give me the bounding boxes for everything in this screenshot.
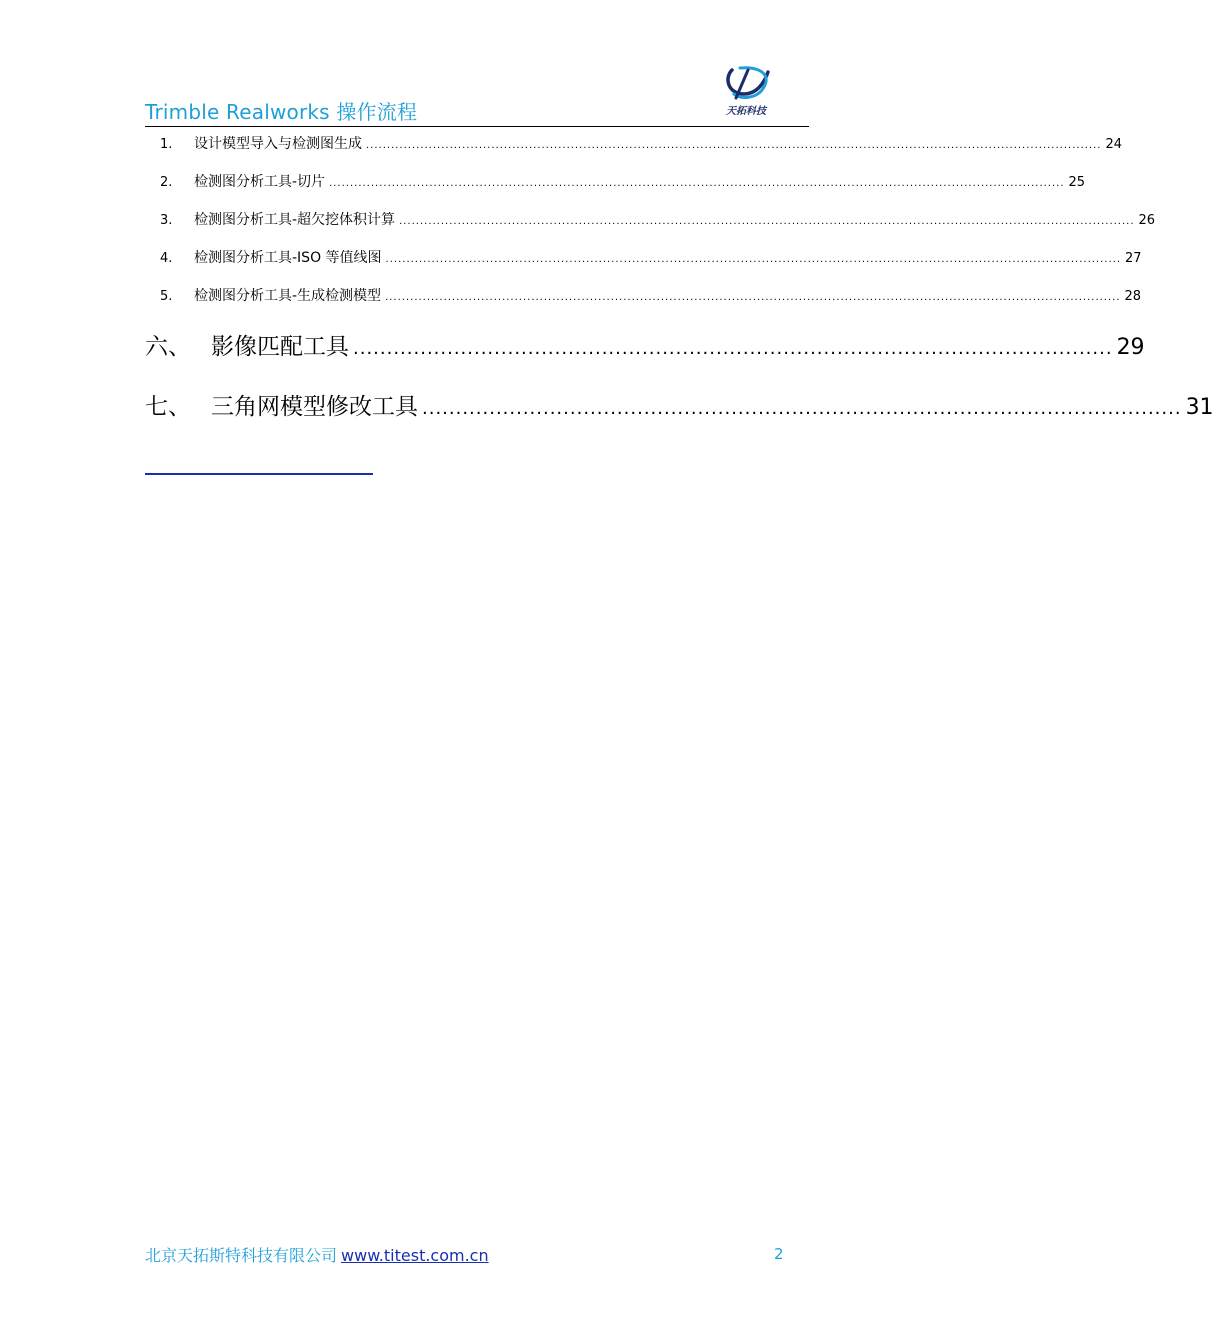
toc-section-title: 三角网模型修改工具 [211, 394, 418, 420]
toc-section-number: 六、 [145, 334, 191, 360]
company-logo [718, 64, 778, 118]
toc-section-title: 影像匹配工具 [211, 334, 349, 360]
toc-entry-page: 27 [1125, 251, 1142, 266]
footer-website-link[interactable]: www.titest.com.cn [341, 1246, 489, 1265]
toc-entry-page: 28 [1124, 289, 1142, 304]
toc-entry[interactable] [160, 209, 1156, 229]
section-divider [145, 473, 373, 475]
logo-text: 天拓科技 [726, 106, 766, 117]
toc-entry-page: 26 [1138, 213, 1156, 228]
toc-leader-dots: ................................................................................................................................................................................ [329, 178, 1065, 189]
toc-leader-dots: ................................................................................................................. [422, 398, 1182, 419]
toc-section-page: 31 [1185, 395, 1214, 420]
toc-entry-page: 25 [1068, 175, 1086, 190]
toc-entry-title: 检测图分析工具-生成检测模型 [194, 288, 382, 304]
toc-entry-title: 检测图分析工具-ISO 等值线图 [194, 250, 382, 266]
toc-entry[interactable] [160, 133, 1122, 153]
toc-entry-title: 检测图分析工具-超欠挖体积计算 [194, 212, 396, 228]
footer [145, 1243, 489, 1266]
toc-entry-title: 设计模型导入与检测图生成 [194, 136, 362, 152]
toc-entry-title: 检测图分析工具-切片 [194, 174, 326, 190]
toc-section-entry[interactable] [145, 388, 1214, 420]
toc-leader-dots: ................................................................................................................................................................................ [385, 254, 1121, 265]
toc-leader-dots: ................................................................................................................................................................................ [366, 140, 1102, 151]
toc-entry-number: 4. [160, 251, 173, 266]
header-title: Trimble Realworks 操作流程 [145, 100, 418, 124]
logo-swoosh-icon [718, 64, 778, 104]
toc-entry-number: 5. [160, 289, 173, 304]
toc-section-number: 七、 [145, 394, 191, 420]
footer-company: 北京天拓斯特科技有限公司 [145, 1246, 338, 1265]
header-divider [145, 126, 809, 127]
toc-entry[interactable] [160, 171, 1086, 191]
toc-leader-dots: ................................................................................................................. [353, 338, 1113, 359]
toc-section-page: 29 [1116, 335, 1145, 360]
toc-entry-number: 2. [160, 175, 173, 190]
page-number: 2 [774, 1245, 784, 1263]
toc-entry-number: 1. [160, 137, 173, 152]
toc-leader-dots: ................................................................................................................................................................................ [399, 216, 1135, 227]
toc-entry-page: 24 [1105, 137, 1122, 152]
toc-entry[interactable] [160, 247, 1142, 267]
toc-entry-number: 3. [160, 213, 173, 228]
toc-section-entry[interactable] [145, 328, 1145, 360]
toc-leader-dots: ................................................................................................................................................................................ [385, 292, 1121, 303]
toc-entry[interactable] [160, 285, 1142, 305]
